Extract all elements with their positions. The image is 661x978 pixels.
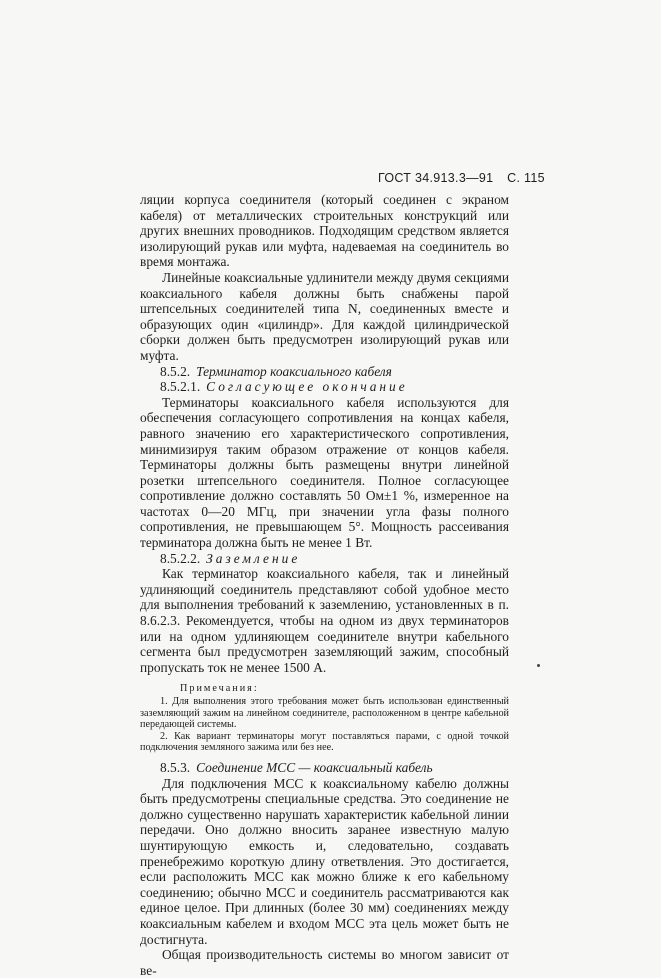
section-number: 8.5.2.1. (160, 379, 201, 395)
scan-speck (537, 664, 540, 667)
section-title: Согласующее окончание (206, 379, 408, 395)
paragraph: Терминаторы коаксиального кабеля используются для обеспечения согласующего сопротивления на концах кабеля, равного значению его характеристического сопротивления, минимизируя таким образом отражение от концов кабеля. Терминаторы должны быть размещены внутри линейной розетки штепсельного соединителя. Полное согласующее сопротивление должно составлять 50 Ом±1 %, измеренное на частотах 0—20 МГц, при значении угла фазы полного сопротивления, не превышающем 5°. Мощность рассеивания терминатора должна быть не менее 1 Вт. (140, 394, 509, 551)
paragraph: Общая производительность системы во многом зависит от ве- (140, 947, 509, 978)
note-item: 1. Для выполнения этого требования может быть использован единственный заземляющий зажим на линейном соединителе, расположенном в центре кабельной передающей системы. (140, 696, 509, 731)
section-heading-8-5-2-1 (140, 379, 509, 395)
note-item: 2. Как вариант терминаторы могут поставляться парами, с одной точкой подключения земляного зажима или без нее. (140, 730, 509, 754)
notes-title: Примечания: (180, 683, 259, 695)
body-text (140, 192, 509, 978)
section-number: 8.5.3. (160, 759, 191, 775)
standard-number: ГОСТ 34.913.3—91 (378, 171, 494, 185)
paragraph: Как терминатор коаксиального кабеля, так и линейный удлиняющий соединитель представляют собой удобное место для выполнения требований к заземлению, установленных в п. 8.6.2.3. Рекомендуется, чтобы на одном из двух терминаторов или на одном удлиняющем соединителе внутри кабельного сегмента был предусмотрен заземляющий зажим, способный пропускать ток не менее 1500 А. (140, 566, 509, 675)
page-number: С. 115 (507, 171, 545, 185)
section-number: 8.5.2.2. (160, 550, 201, 566)
section-title: Соединение МСС — коаксиальный кабель (196, 759, 433, 775)
section-heading-8-5-2-2 (140, 551, 509, 567)
paragraph: Линейные коаксиальные удлинители между двумя секциями коаксиального кабеля должны быть снабжены парой штепсельных соединителей типа N, соединенных вместе и образующих один «цилиндр». Для каждой цилиндрической сборки должен быть предусмотрен изолирующий рукав или муфта. (140, 269, 509, 363)
paragraph: Для подключения МСС к коаксиальному кабелю должны быть предусмотрены специальные средства. Это соединение не должно существенно нарушать характеристик кабельной линии передачи. Оно должно вносить заранее известную малую шунтирующую емкость и, следовательно, создавать пренебрежимо короткую длину ответвления. Это достигается, если расположить МСС как можно ближе к его кабельному соединению; обычно МСС и соединитель рассматриваются как единое целое. При длинных (более 30 мм) соединениях между коаксиальным кабелем и входом МСС эта цель может быть не достигнута. (140, 775, 509, 947)
paragraph: ляции корпуса соединителя (который соединен с экраном кабеля) от металлических строительных конструкций или других внешних проводников. Подходящим средством является изолирующий рукав или муфта, надеваемая на соединитель во время монтажа. (140, 192, 509, 270)
section-title: Терминатор коаксиального кабеля (196, 363, 392, 379)
page-header (378, 171, 545, 185)
section-heading-8-5-3 (140, 760, 509, 776)
section-title: Заземление (206, 550, 301, 566)
section-number: 8.5.2. (160, 363, 191, 379)
notes-block (140, 683, 509, 754)
section-heading-8-5-2 (140, 364, 509, 380)
